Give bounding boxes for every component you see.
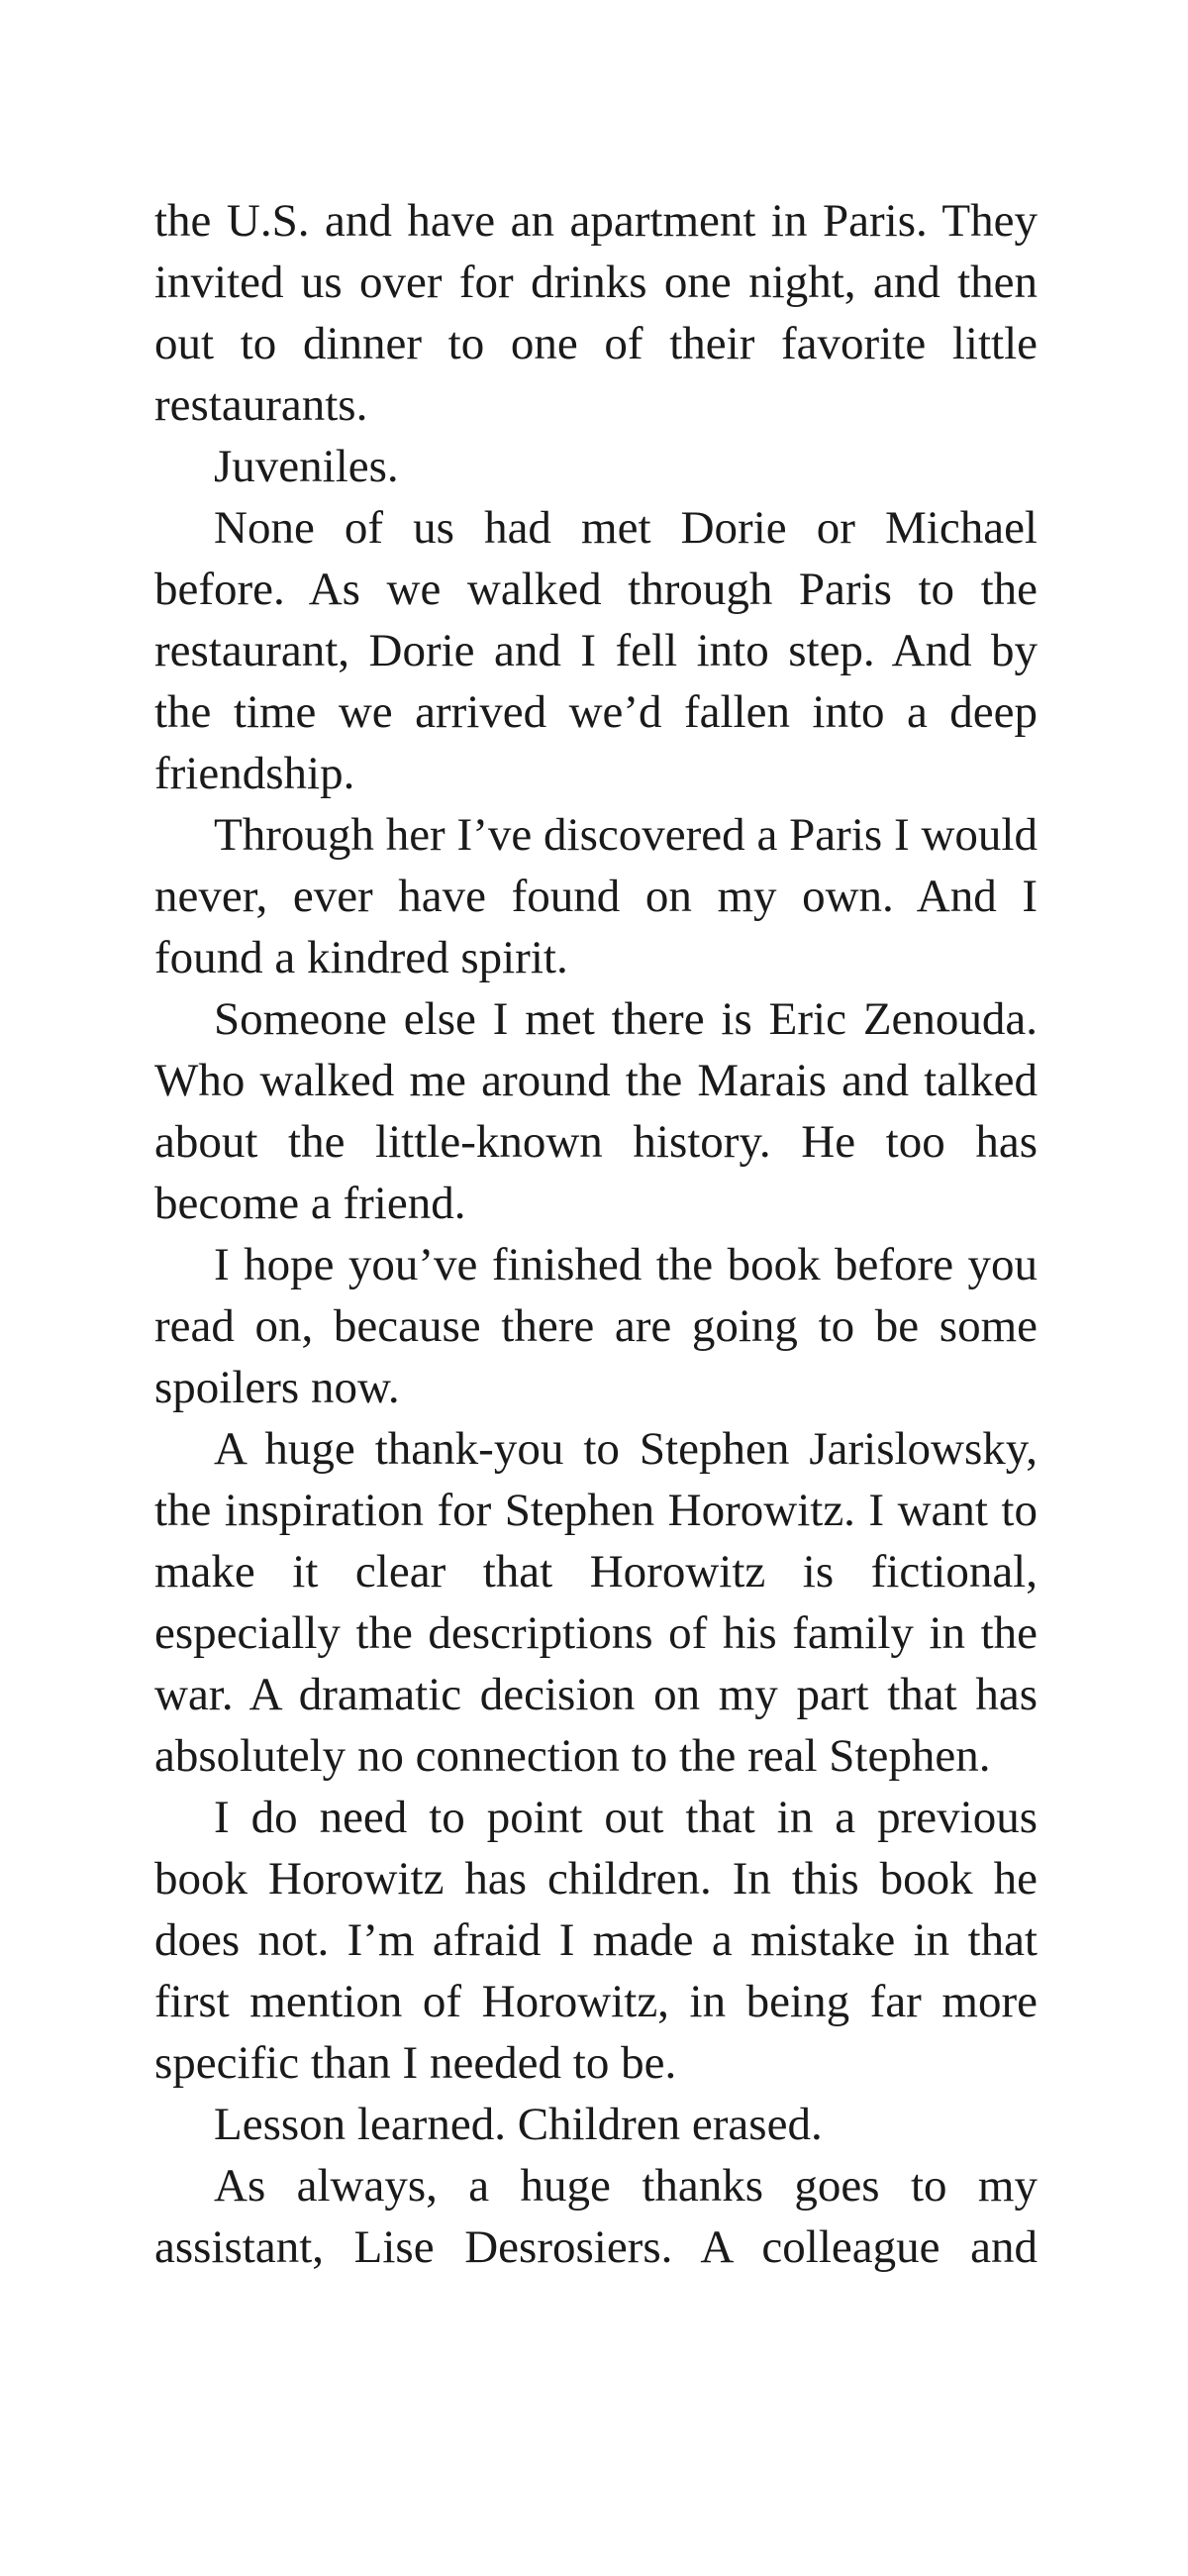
paragraph-lesson-learned: Lesson learned. Children erased. bbox=[214, 2099, 823, 2150]
paragraph-dorie-michael: None of us had met Dorie or Michael before. As we walked through Paris to the restaurant, Dorie and I fell into step. And by the time we arrived we’d fallen into a deep friendship. bbox=[154, 502, 1038, 799]
paragraph-spoilers: I hope you’ve finished the book before you read on, because there are going to be some spoilers now. bbox=[154, 1239, 1038, 1413]
paragraph-horowitz-children: I do need to point out that in a previous book Horowitz has children. In this book he does not. I’m afraid I made a mistake in that first mention of Horowitz, in being far more specific than I needed to be. bbox=[154, 1792, 1038, 2089]
paragraph-kindred-spirit: Through her I’ve discovered a Paris I would never, ever have found on my own. And I found a kindred spirit. bbox=[154, 809, 1038, 983]
paragraph-eric-zenouda: Someone else I met there is Eric Zenouda. Who walked me around the Marais and talked about the little-known history. He too has become a friend. bbox=[154, 993, 1038, 1229]
reader-page bbox=[154, 190, 1038, 2278]
paragraph-juveniles: Juveniles. bbox=[214, 441, 399, 492]
paragraph-continuation: the U.S. and have an apartment in Paris. They invited us over for drinks one night, and then out to dinner to one of their favorite little restaurants. bbox=[154, 195, 1038, 431]
paragraph-jarislowsky: A huge thank-you to Stephen Jarislowsky, the inspiration for Stephen Horowitz. I want to make it clear that Horowitz is fictional, especially the descriptions of his family in the war. A dramatic decision on my part that has absolutely no connection to the real Stephen. bbox=[154, 1423, 1038, 1782]
paragraph-assistant-thanks: As always, a huge thanks goes to my assistant, Lise Desrosiers. A colleague and bbox=[154, 2160, 1038, 2273]
